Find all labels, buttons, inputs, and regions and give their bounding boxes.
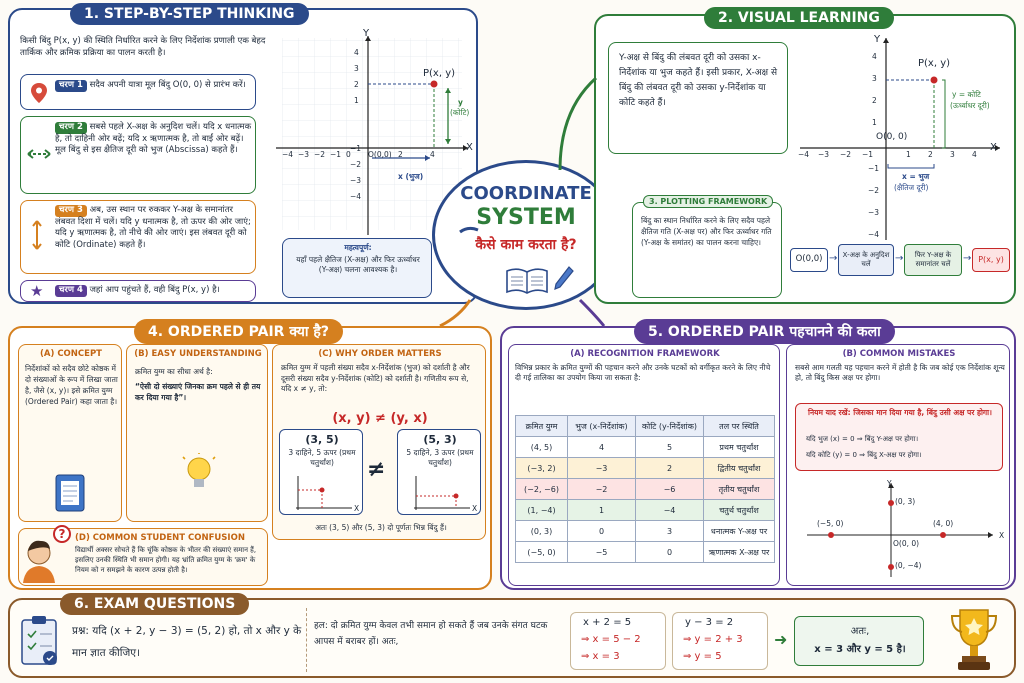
location-pin-icon — [29, 82, 49, 102]
pencil-icon — [553, 265, 575, 295]
ytick: 3 — [872, 74, 877, 83]
easy-text-2: “ऐसी दो संख्याएं जिनका क्रम पहले से ही तय कर दिया गया है”। — [135, 382, 261, 402]
mini-y-label: Y — [887, 479, 892, 488]
lightbulb-icon — [181, 453, 217, 499]
step-2-text — [55, 122, 253, 157]
s2-text: Y-अक्ष से बिंदु की लंबवत दूरी को उसका x-निर्देशांक या भुज कहते हैं। इसी प्रकार, X-अक्ष से बिंदु की लंबवत दूरी को उसका y-निर्देशांक या कोटि कहते हैं। — [619, 53, 778, 108]
s2-graph-y-label: y = कोटि — [952, 90, 981, 99]
table-cell: प्रथम चतुर्थांश — [704, 437, 775, 458]
table-cell: 3 — [636, 521, 704, 542]
flow-step-origin: O(0,0) — [790, 248, 828, 272]
s2-graph-x-axis-label: X — [990, 142, 997, 153]
step-2-desc: सबसे पहले X-अक्ष के अनुदिश चलें। यदि x धनात्मक है, तो दाहिनी ओर बढ़ें; यदि x ऋणात्मक है, तो बाईं ओर बढ़ें। मूल बिंदु से इस क्षैतिज दूरी को भुज (Abscissa) कहते हैं। — [55, 122, 252, 155]
table-cell: −5 — [568, 542, 636, 563]
why-order-card — [272, 344, 486, 540]
table-row — [516, 458, 775, 479]
mini-point-0-neg4: (0, −4) — [895, 561, 922, 570]
confusion-text: विद्यार्थी अक्सर सोचते हैं कि चूंकि कोष्ठक के भीतर की संख्याएं समान हैं, इसलिए उनकी स्थिति भी समान होगी। यह भ्रांति क्रमित युग्म के 'क्रम' के नियम को न समझने के कारण उत्पन्न होती है। — [75, 546, 257, 574]
step-1-card — [20, 74, 256, 110]
section-visual-learning — [594, 10, 1016, 304]
section-exam-questions — [8, 598, 1016, 678]
easy-text-1: क्रमित युग्म का सीधा अर्थ है: — [135, 367, 213, 376]
section-ordered-pair — [8, 326, 492, 590]
table-row — [516, 479, 775, 500]
pf-text: बिंदु का स्थान निर्धारित करने के लिए सदैव पहले क्षैतिज गति (X-अक्ष पर) और फिर ऊर्ध्वाधर गति (Y-अक्ष के समांतर) का पालन करना चाहिए। — [641, 216, 772, 247]
ytick: −1 — [350, 144, 362, 153]
ytick: −4 — [350, 192, 362, 201]
s2-graph-x-label: x = भुज — [902, 172, 930, 181]
eq-y-3: ⇒ y = 5 — [683, 651, 722, 662]
s1-important-note — [282, 238, 432, 298]
ytick: 4 — [354, 48, 359, 57]
common-mistakes-card — [786, 344, 1010, 586]
ytick: 4 — [872, 52, 877, 61]
table-cell: 5 — [636, 437, 704, 458]
pair-5-3-desc: 5 दाहिने, 3 ऊपर (प्रथम चतुर्थांश) — [406, 448, 474, 467]
note-text: यहाँ पहले क्षैतिज (X-अक्ष) और फिर ऊर्ध्वाधर (Y-अक्ष) चलना आवश्यक है। — [296, 255, 420, 274]
easy-understanding-card — [126, 344, 268, 522]
s1-graph-y-label2: (कोटि) — [450, 108, 470, 117]
confusion-card — [18, 528, 268, 586]
s1-graph-origin-label: O(0,0) — [368, 150, 392, 159]
mini-x-label: X — [999, 531, 1005, 540]
s2-graph-origin-label: O(0, 0) — [876, 132, 908, 142]
vertical-arrows-icon — [31, 219, 43, 255]
step-4-text — [55, 285, 253, 297]
concept-card — [18, 344, 122, 522]
table-header-cell: कोटि (y-निर्देशांक) — [636, 416, 704, 437]
xtick: −4 — [282, 150, 294, 159]
step-4-card — [20, 280, 256, 302]
s1-graph-y-axis-label: Y — [363, 28, 370, 39]
s1-graph-x-axis-label: X — [466, 142, 473, 153]
why-text: क्रमित युग्म में पहली संख्या सदैव x-निर्देशांक (भुज) को दर्शाती है और दूसरी संख्या सदैव y-निर्देशांक (कोटि) को दर्शाती है। गणितीय रूप से, यदि x ≠ y, तो: — [281, 363, 470, 393]
step-3-card — [20, 200, 256, 274]
s1-graph-y-label: y — [458, 98, 463, 107]
xtick: −2 — [840, 150, 852, 159]
recognition-text: विभिन्न प्रकार के क्रमित युग्मों की पहचान करने और उनके घटकों को वर्गीकृत करने के लिए नीचे दी गई तालिका का उपयोग किया जा सकता है: — [515, 363, 771, 382]
pair-5-3-plot — [408, 472, 474, 512]
table-row — [516, 500, 775, 521]
concept-title: (A) CONCEPT — [40, 349, 102, 359]
step-1-text — [55, 80, 251, 92]
answer-line-1: अतः, — [850, 626, 870, 637]
equation-box-y — [672, 612, 768, 670]
table-cell: −6 — [636, 479, 704, 500]
plotting-flow — [790, 244, 1012, 278]
step-1-desc: सदैव अपनी यात्रा मूल बिंदु O(0, 0) से प्रारंभ करें। — [89, 80, 246, 90]
eq-x-3: ⇒ x = 3 — [581, 651, 620, 662]
section-5-title: 5. ORDERED PAIR पहचानने की कला — [634, 319, 895, 344]
xtick: −1 — [862, 150, 874, 159]
table-cell: धनात्मक Y-अक्ष पर — [704, 521, 775, 542]
concept-text: निर्देशांकों को सदैव छोटे कोष्ठक में दो संख्याओं के रूप में लिखा जाता है, जैसे (x, y)। इसे क्रमित युग्म (Ordered Pair) कहा जाता है। — [25, 364, 118, 406]
ytick: 3 — [354, 64, 359, 73]
table-header-cell: क्रमित युग्म — [516, 416, 568, 437]
table-cell: (0, 3) — [516, 521, 568, 542]
pair-3-5-label: (3, 5) — [305, 433, 339, 446]
table-cell: चतुर्थ चतुर्थांश — [704, 500, 775, 521]
mini-point-neg5-0: (−5, 0) — [817, 519, 844, 528]
xtick: 0 — [346, 150, 351, 159]
table-cell: (1, −4) — [516, 500, 568, 521]
ytick: −2 — [350, 160, 362, 169]
mini-point-0-3: (0, 3) — [895, 497, 916, 506]
table-cell: 2 — [636, 458, 704, 479]
step-2-badge: चरण 2 — [55, 122, 87, 134]
ytick: −2 — [868, 186, 880, 195]
answer-line-2: x = 3 और y = 5 है। — [814, 644, 906, 655]
s2-graph-y-axis-label: Y — [874, 34, 881, 45]
xtick: −3 — [818, 150, 830, 159]
section-recognize-ordered-pair — [500, 326, 1016, 590]
xtick: −3 — [298, 150, 310, 159]
table-cell: 0 — [568, 521, 636, 542]
table-row — [516, 542, 775, 563]
flow-arrow-icon: → — [829, 253, 838, 264]
clipboard-icon — [20, 614, 60, 672]
ytick: −1 — [868, 164, 880, 173]
student-icon — [21, 535, 65, 587]
s1-graph-point-label: P(x, y) — [423, 68, 456, 79]
equation-box-x — [570, 612, 666, 670]
table-cell: −2 — [568, 479, 636, 500]
exam-divider — [306, 608, 307, 672]
s2-graph-point-label: P(x, y) — [918, 58, 951, 69]
flow-step-x: X-अक्ष के अनुदिश चलें — [838, 244, 894, 276]
exam-solution: हल: दो क्रमित युग्म केवल तभी समान हो सकते हैं जब उनके संगत घटक आपस में बराबर हों। अतः, — [314, 621, 548, 647]
horizontal-arrows-icon — [26, 145, 52, 164]
center-line-2: SYSTEM — [476, 205, 576, 230]
ytick: −3 — [868, 208, 880, 217]
eq-x-2: ⇒ x = 5 − 2 — [581, 634, 641, 645]
star-icon: ★ — [30, 282, 44, 300]
table-row — [516, 437, 775, 458]
table-cell: (−5, 0) — [516, 542, 568, 563]
table-cell: (−3, 2) — [516, 458, 568, 479]
table-cell: 1 — [568, 500, 636, 521]
not-equal-symbol: ≠ — [367, 457, 386, 482]
rule-title: नियम याद रखें: जिसका मान दिया गया है, बिंदु उसी अक्ष पर होगा। — [808, 408, 992, 417]
table-cell: ऋणात्मक X-अक्ष पर — [704, 542, 775, 563]
table-header-row — [516, 416, 775, 437]
s2-graph-y-label2: (ऊर्ध्वाधर दूरी) — [950, 101, 990, 110]
step-4-desc: जहां आप पहुंचते हैं, वही बिंदु P(x, y) है। — [89, 285, 220, 295]
section-1-title: 1. STEP-BY-STEP THINKING — [70, 3, 309, 25]
table-cell: (4, 5) — [516, 437, 568, 458]
rule-1: यदि भुज (x) = 0 ⇒ बिंदु Y-अक्ष पर होगा। — [806, 435, 919, 443]
ytick: −3 — [350, 176, 362, 185]
book-icon — [505, 265, 549, 299]
rule-box — [795, 403, 1003, 471]
center-line-1: COORDINATE — [460, 183, 592, 204]
why-title: (C) WHY ORDER MATTERS — [318, 349, 442, 359]
table-header-cell: भुज (x-निर्देशांक) — [568, 416, 636, 437]
section-step-by-step — [8, 8, 478, 304]
mini-origin: O(0, 0) — [893, 539, 920, 548]
xtick: 2 — [398, 150, 403, 159]
section-6-title: 6. EXAM QUESTIONS — [60, 593, 249, 615]
rule-2: यदि कोटि (y) = 0 ⇒ बिंदु X-अक्ष पर होगा। — [806, 451, 922, 459]
center-title-badge — [432, 160, 620, 310]
answer-box — [794, 616, 924, 666]
table-cell: द्वितीय चतुर्थांश — [704, 458, 775, 479]
confusion-title: (D) COMMON STUDENT CONFUSION — [75, 533, 245, 543]
step-3-badge: चरण 3 — [55, 205, 87, 217]
pair-3-5-axis: X — [354, 504, 360, 513]
why-foot: अतः (3, 5) और (5, 3) दो पूर्णतः भिन्न बिंदु हैं। — [315, 523, 447, 532]
ytick: 1 — [872, 118, 877, 127]
xtick: −1 — [330, 150, 342, 159]
step-3-text — [55, 205, 253, 251]
recognition-title: (A) RECOGNITION FRAMEWORK — [570, 349, 720, 359]
recognition-card — [508, 344, 780, 586]
exam-question: प्रश्न: यदि (x + 2, y − 3) = (5, 2) हो, तो x और y के मान ज्ञात कीजिए। — [72, 625, 302, 659]
step-1-badge: चरण 1 — [55, 80, 87, 92]
pair-box-3-5 — [279, 429, 363, 515]
pf-title: 3. PLOTTING FRAMEWORK — [643, 195, 773, 208]
s2-graph-x-label2: (क्षैतिज दूरी) — [894, 183, 929, 192]
step-4-badge: चरण 4 — [55, 285, 87, 297]
pair-3-5-plot — [290, 472, 356, 512]
xtick: 3 — [950, 150, 955, 159]
arrow-right-icon: ➜ — [774, 630, 788, 649]
flow-arrow-icon: → — [895, 253, 904, 264]
table-cell: 4 — [568, 437, 636, 458]
pair-3-5-desc: 3 दाहिने, 5 ऊपर (प्रथम चतुर्थांश) — [288, 448, 356, 467]
question-mark-icon: ? — [53, 525, 71, 543]
ytick: 2 — [872, 96, 877, 105]
mini-point-4-0: (4, 0) — [933, 519, 954, 528]
xtick: −2 — [314, 150, 326, 159]
table-cell: तृतीय चतुर्थांश — [704, 479, 775, 500]
table-cell: −3 — [568, 458, 636, 479]
why-formula: (x, y) ≠ (y, x) — [332, 411, 428, 426]
pair-box-5-3 — [397, 429, 481, 515]
s2-text-card — [608, 42, 788, 154]
ytick: 2 — [354, 80, 359, 89]
step-3-desc: अब, उस स्थान पर रुककर Y-अक्ष के समानांतर लंबवत दिशा में चलें। यदि y धनात्मक है, तो ऊपर की ओर जाएं; यदि y ऋणात्मक है, तो नीचे की ओर जाएं। इस लंबवत दूरी को कोटि (Ordinate) कहते हैं। — [55, 205, 251, 250]
mistakes-title: (B) COMMON MISTAKES — [842, 349, 956, 359]
flow-arrow-icon: → — [963, 253, 972, 264]
pair-5-3-label: (5, 3) — [423, 433, 457, 446]
note-title: महत्वपूर्ण: — [344, 243, 372, 252]
eq-y-1: y − 3 = 2 — [685, 617, 734, 628]
xtick: 4 — [972, 150, 977, 159]
recognition-table — [515, 415, 775, 563]
ytick: 1 — [354, 96, 359, 105]
notebook-icon — [53, 473, 87, 517]
step-2-card — [20, 116, 256, 194]
eq-x-1: x + 2 = 5 — [583, 617, 632, 628]
pair-5-3-axis: X — [472, 504, 478, 513]
xtick: 2 — [928, 150, 933, 159]
center-line-3: कैसे काम करता है? — [475, 237, 577, 253]
xtick: 1 — [906, 150, 911, 159]
flow-step-point: P(x, y) — [972, 248, 1010, 272]
flow-step-y: फिर Y-अक्ष के समानांतर चलें — [904, 244, 962, 276]
xtick: 4 — [430, 150, 435, 159]
easy-title: (B) EASY UNDERSTANDING — [134, 349, 262, 359]
trophy-icon — [948, 606, 1000, 678]
section-2-title: 2. VISUAL LEARNING — [704, 7, 894, 29]
mistakes-text: सबसे आम गलती यह पहचान करने में होती है कि जब कोई एक निर्देशांक शून्य हो, तो बिंदु किस अक्ष पर होगा। — [795, 363, 1005, 382]
s1-intro: किसी बिंदु P(x, y) की स्थिति निर्धारित करने के लिए निर्देशांक प्रणाली एक बेहद तार्किक और क्रमिक प्रक्रिया का पालन करती है। — [20, 36, 266, 58]
xtick: −4 — [798, 150, 810, 159]
ytick: −4 — [868, 230, 880, 239]
table-header-cell: तल पर स्थिति — [704, 416, 775, 437]
table-cell: 0 — [636, 542, 704, 563]
section-4-title: 4. ORDERED PAIR क्या है? — [134, 319, 343, 344]
plotting-framework-card — [632, 197, 782, 298]
s1-graph-x-label: x (भुज) — [398, 172, 424, 181]
eq-y-2: ⇒ y = 2 + 3 — [683, 634, 743, 645]
table-cell: −4 — [636, 500, 704, 521]
table-row — [516, 521, 775, 542]
table-cell: (−2, −6) — [516, 479, 568, 500]
